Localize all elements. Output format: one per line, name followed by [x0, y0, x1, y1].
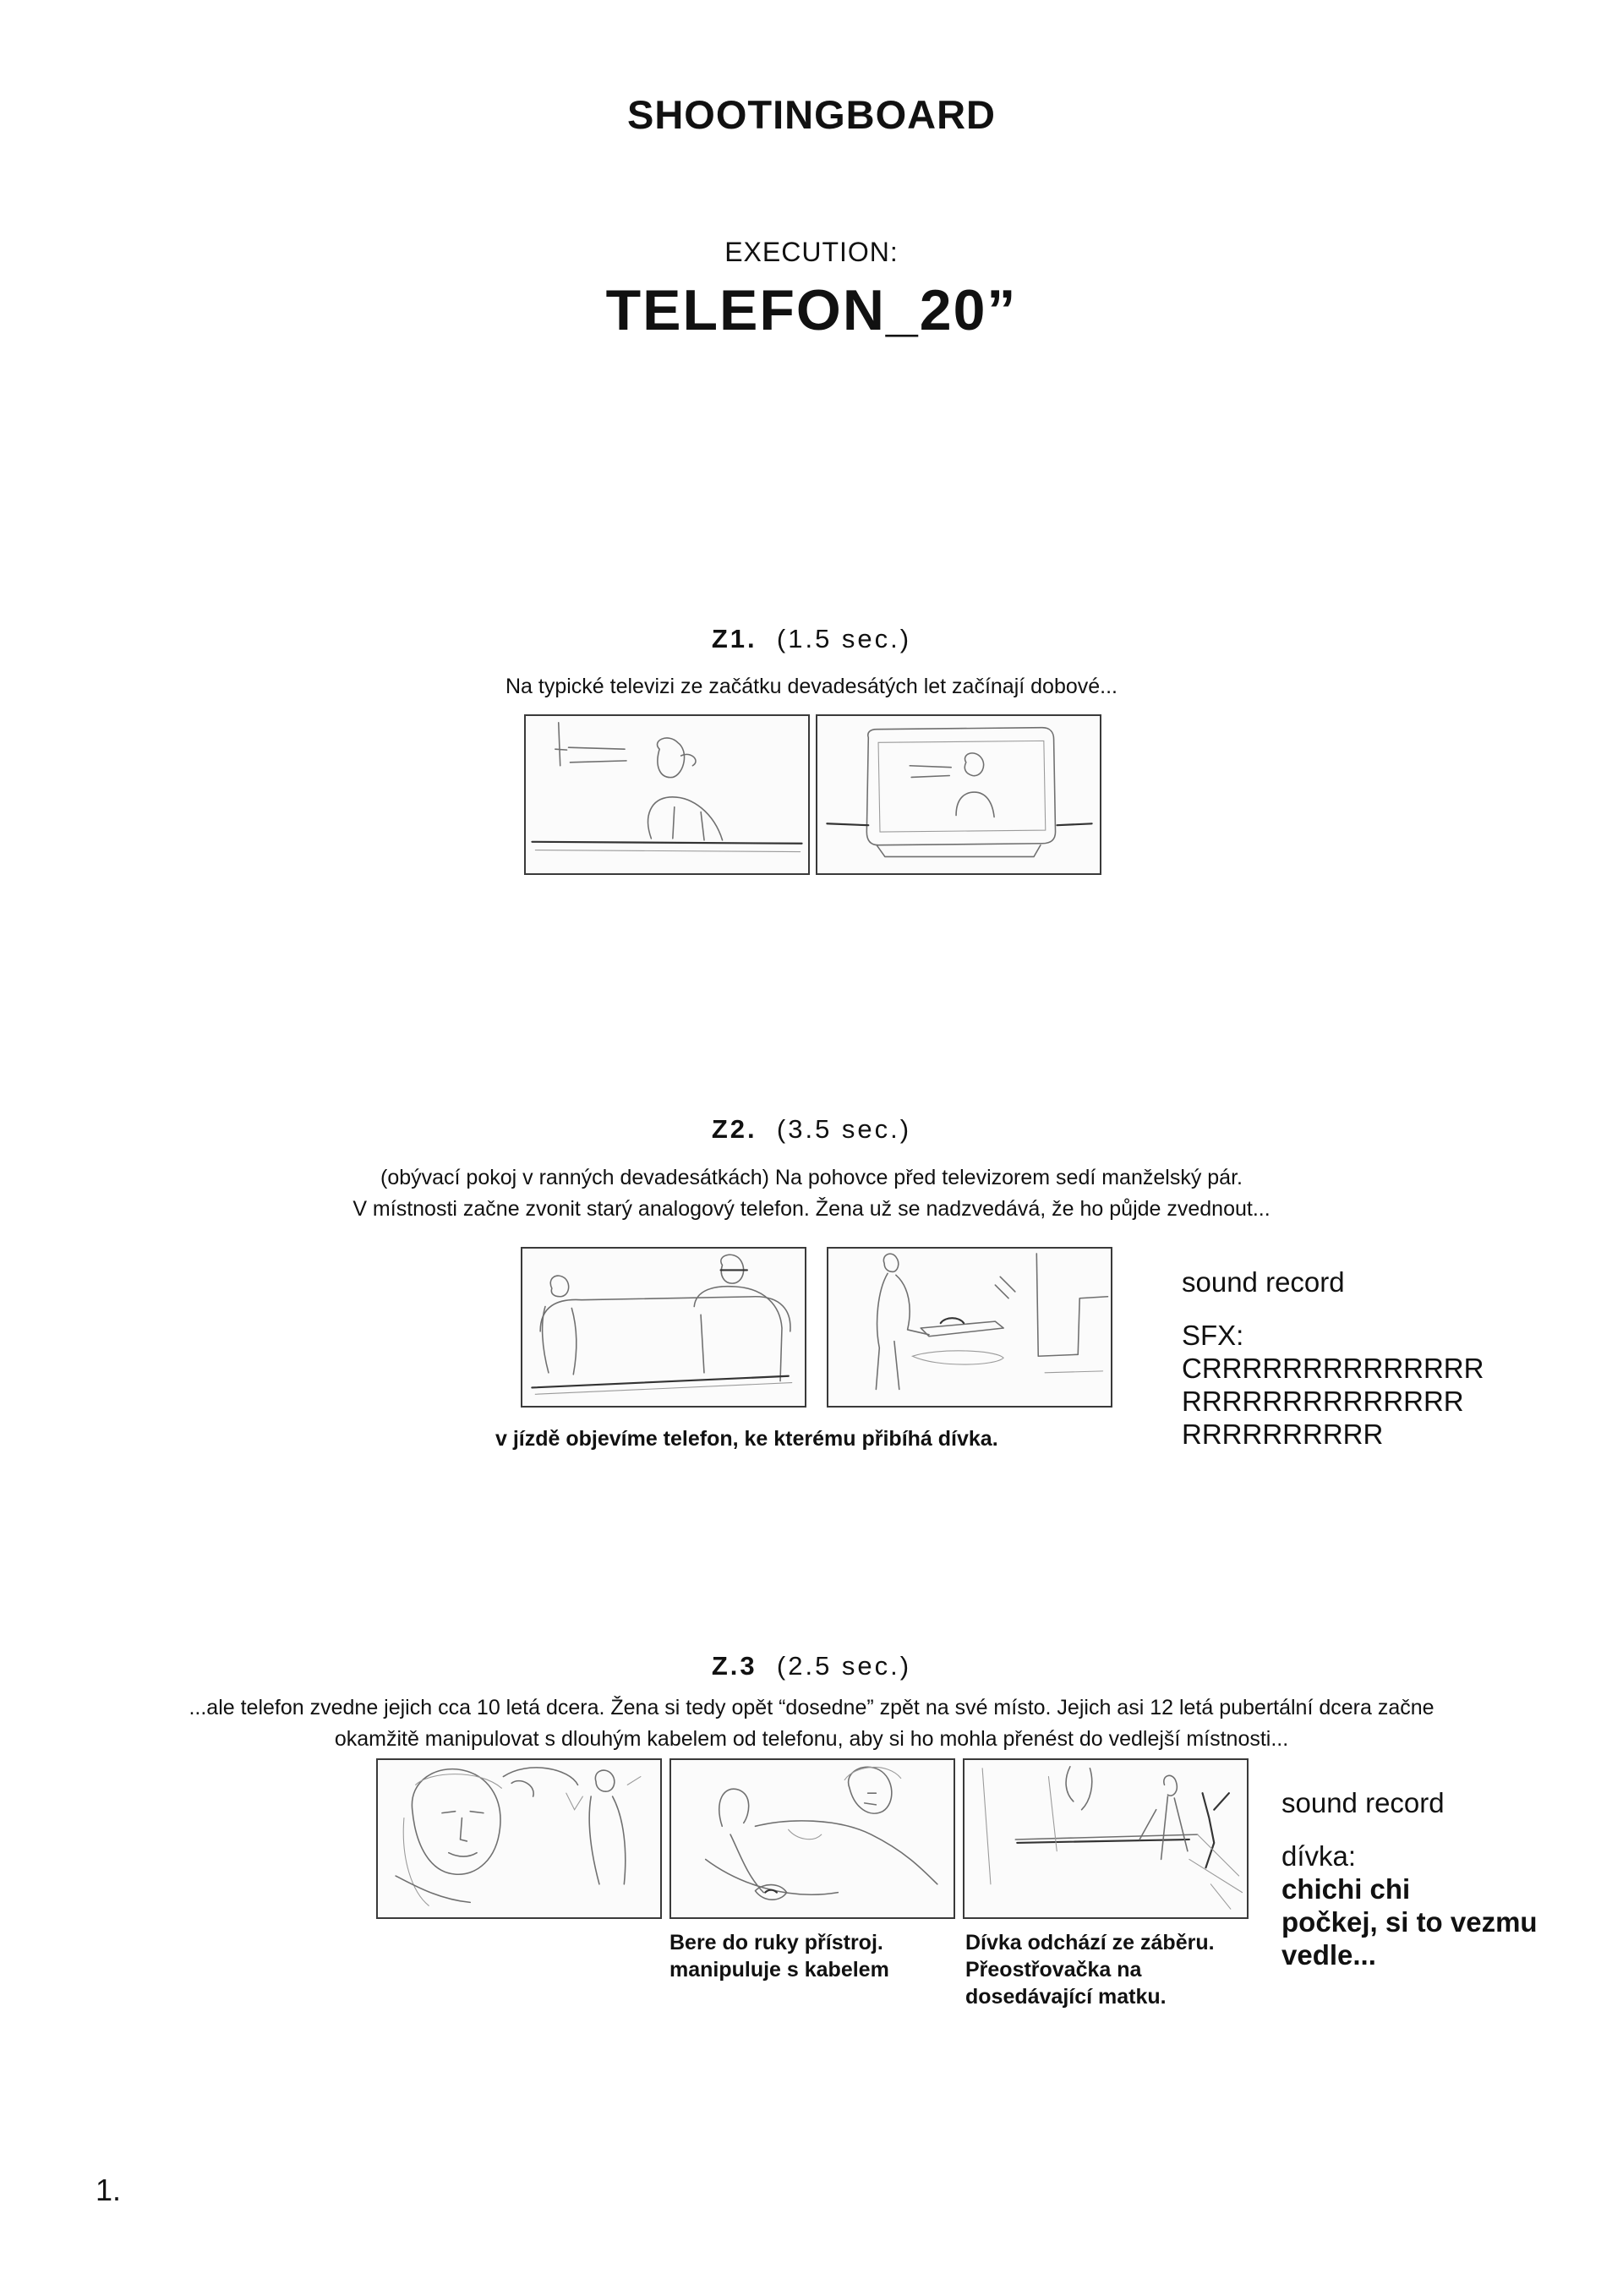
caption-line: manipuluje s kabelem	[669, 1958, 889, 1982]
shot-duration: (2.5 sec.)	[776, 1651, 912, 1681]
execution-label: EXECUTION:	[724, 237, 899, 267]
shot-id: Z1.	[711, 624, 757, 653]
shot-id: Z.3	[711, 1651, 757, 1681]
shot-heading-z2	[0, 1114, 1623, 1145]
shot-description-z2	[0, 1162, 1623, 1225]
frame-caption-z2: v jízdě objevíme telefon, ke kterému přibíhá dívka.	[495, 1427, 998, 1451]
sketch-couple-on-sofa	[522, 1249, 805, 1406]
description-line: (obývací pokoj v ranných devadesátkách) Na pohovce před televizorem sedí manželský pár.	[380, 1166, 1243, 1189]
description-line: Na typické televizi ze začátku devadesátých let začínají dobové...	[505, 675, 1118, 698]
frame-caption-z3-3	[965, 1929, 1215, 2010]
frame-caption-z3-2	[669, 1929, 889, 1983]
storyboard-frame-z2-2	[827, 1247, 1112, 1408]
sfx-line: RRRRRRRRRRRRRR	[1182, 1386, 1464, 1417]
sound-record-label: sound record	[1281, 1787, 1445, 1818]
sfx-label: SFX:	[1182, 1320, 1244, 1351]
sketch-tv-set	[817, 716, 1100, 873]
shot-description-z1	[0, 671, 1623, 702]
shot-heading-z1	[0, 624, 1623, 654]
side-notes-z3	[1281, 1786, 1538, 1971]
caption-line: Bere do ruky přístroj.	[669, 1931, 883, 1954]
caption-line: Dívka odchází ze záběru.	[965, 1931, 1215, 1954]
dialogue-line: chichi chi	[1281, 1873, 1411, 1905]
storyboard-frame-z1-1	[524, 714, 810, 875]
description-line: ...ale telefon zvedne jejich cca 10 letá dcera. Žena si tedy opět “dosedne” zpět na své místo. Jejich asi 12 letá pubertální dcera začne	[189, 1696, 1434, 1719]
speaker-label: dívka:	[1281, 1840, 1357, 1872]
description-line: okamžitě manipulovat s dlouhým kabelem od telefonu, aby si ho mohla přenést do vedlejší místnosti...	[334, 1727, 1289, 1751]
page-number: 1.	[96, 2173, 122, 2207]
storyboard-frame-z3-1	[376, 1758, 662, 1919]
dialogue-line: počkej, si to vezmu	[1281, 1906, 1538, 1938]
execution-title: TELEFON_20”	[605, 278, 1018, 342]
shot-id: Z2.	[711, 1114, 757, 1144]
shot-description-z3	[0, 1692, 1623, 1755]
dialogue-line: vedle...	[1281, 1939, 1376, 1971]
side-notes-z2	[1182, 1266, 1484, 1451]
sketch-girl-leaving-frame	[965, 1760, 1247, 1917]
description-line: V místnosti začne zvonit starý analogový telefon. Žena už se nadzvedává, že ho půjde zvednout...	[352, 1197, 1271, 1221]
sketch-presenter	[526, 716, 808, 873]
shot-duration: (1.5 sec.)	[776, 624, 912, 653]
sfx-line: CRRRRRRRRRRRRRR	[1182, 1353, 1484, 1384]
storyboard-frame-z3-3	[963, 1758, 1249, 1919]
storyboard-frame-z3-2	[669, 1758, 955, 1919]
sketch-close-up-faces	[378, 1760, 660, 1917]
shot-duration: (3.5 sec.)	[776, 1114, 912, 1144]
sound-record-label: sound record	[1182, 1266, 1345, 1298]
sketch-girl-with-phone	[671, 1760, 954, 1917]
caption-line: Přeostřovačka na	[965, 1958, 1142, 1982]
storyboard-frame-z2-1	[521, 1247, 806, 1408]
shot-heading-z3	[0, 1651, 1623, 1681]
caption-line: dosedávající matku.	[965, 1985, 1167, 2009]
storyboard-frame-z1-2	[816, 714, 1101, 875]
sfx-line: RRRRRRRRRR	[1182, 1419, 1384, 1450]
document-title: SHOOTINGBOARD	[627, 92, 996, 137]
sketch-girl-running-to-phone	[828, 1249, 1111, 1406]
